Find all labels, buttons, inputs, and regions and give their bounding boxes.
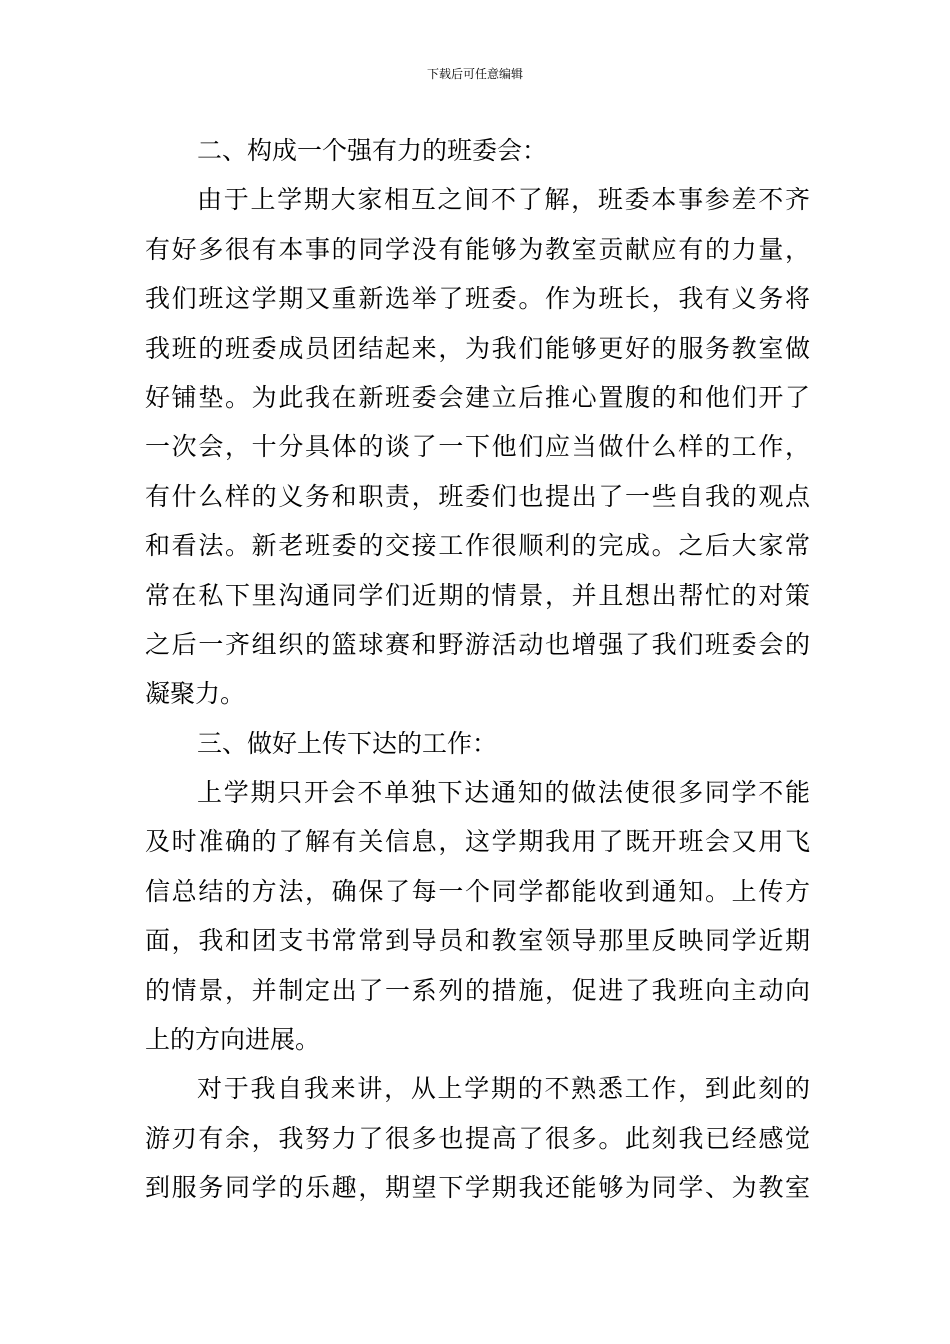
- text-line: 我们班这学期又重新选举了班委。作为班长，我有义务将: [145, 284, 810, 314]
- text-line: 上的方向进展。: [145, 1025, 321, 1055]
- text-line: 好铺垫。为此我在新班委会建立后推心置腹的和他们开了: [145, 382, 810, 412]
- text-line: 面，我和团支书常常到导员和教室领导那里反映同学近期: [145, 926, 810, 956]
- paragraph-first-line: 二、构成一个强有力的班委会：: [197, 136, 548, 165]
- text-line: 有什么样的义务和职责，班委们也提出了一些自我的观点: [145, 481, 810, 511]
- text-line: 和看法。新老班委的交接工作很顺利的完成。之后大家常: [145, 531, 810, 561]
- text-line: 之后一齐组织的篮球赛和野游活动也增强了我们班委会的: [145, 629, 810, 659]
- text-line: 游刃有余，我努力了很多也提高了很多。此刻我已经感觉: [145, 1123, 810, 1153]
- text-line: 有好多很有本事的同学没有能够为教室贡献应有的力量，: [145, 234, 810, 264]
- body-text: [145, 126, 810, 1213]
- paragraph-first-line: 对于我自我来讲，从上学期的不熟悉工作，到此刻的: [197, 1074, 810, 1104]
- paragraph-first-line: 三、做好上传下达的工作：: [197, 728, 498, 758]
- text-line: 的情景，并制定出了一系列的措施，促进了我班向主动向: [145, 975, 810, 1005]
- text-line: 信总结的方法，确保了每一个同学都能收到通知。上传方: [145, 876, 810, 906]
- text-line: 一次会，十分具体的谈了一下他们应当做什么样的工作，: [145, 432, 810, 462]
- text-line: 我班的班委成员团结起来，为我们能够更好的服务教室做: [145, 333, 810, 363]
- text-line: 及时准确的了解有关信息，这学期我用了既开班会又用飞: [145, 827, 810, 857]
- paragraph-first-line: 由于上学期大家相互之间不了解，班委本事参差不齐: [197, 185, 810, 215]
- text-line: 常在私下里沟通同学们近期的情景，并且想出帮忙的对策: [145, 580, 810, 610]
- page-header: 下载后可任意编辑: [426, 67, 523, 81]
- text-line: 到服务同学的乐趣，期望下学期我还能够为同学、为教室: [145, 1173, 810, 1203]
- paragraph-first-line: 上学期只开会不单独下达通知的做法使很多同学不能: [197, 778, 810, 808]
- text-line: 凝聚力。: [145, 679, 246, 709]
